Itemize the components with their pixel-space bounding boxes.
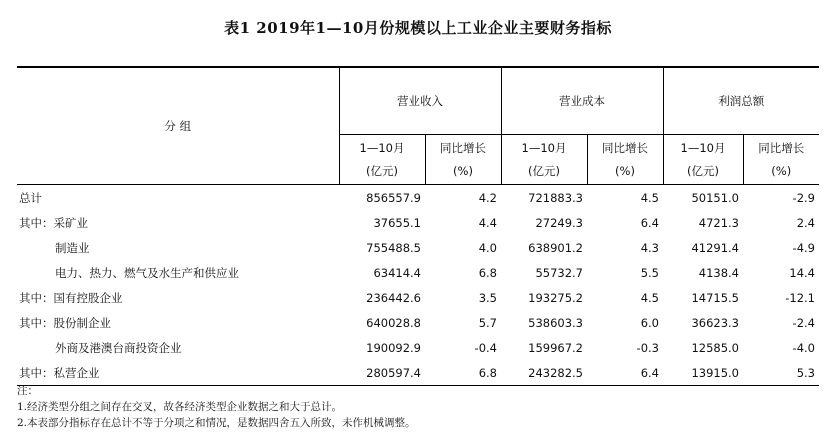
profit-growth: -12.1 <box>785 290 815 305</box>
row-label: 总计 <box>19 190 42 205</box>
table-row <box>17 360 819 386</box>
revenue-value: 856557.9 <box>366 190 421 205</box>
revenue-growth: 6.8 <box>425 360 501 386</box>
table-row <box>17 310 819 335</box>
row-label: 其中：国有控股企业 <box>19 290 123 305</box>
revenue-growth: 3.5 <box>478 290 497 305</box>
cost-growth: 6.4 <box>640 215 659 230</box>
row-label: 电力、热力、燃气及水生产和供应业 <box>55 265 239 280</box>
cost-value: 538603.3 <box>528 315 583 330</box>
revenue-value: 37655.1 <box>373 215 421 230</box>
revenue-value: 236442.6 <box>366 290 421 305</box>
profit-header: 利润总额 <box>663 67 819 135</box>
profit-value: 50151.0 <box>691 190 739 205</box>
profit-period-header: 1—10月 (亿元) <box>663 135 743 185</box>
revenue-growth: 4.2 <box>478 190 497 205</box>
cost-growth: 4.5 <box>640 190 659 205</box>
cost-period-header: 1—10月 (亿元) <box>501 135 587 185</box>
cost-value: 159967.2 <box>528 340 583 355</box>
revenue-growth: 6.8 <box>478 265 497 280</box>
profit-growth: 14.4 <box>789 265 815 280</box>
profit-growth: -4.0 <box>792 340 815 355</box>
revenue-growth: 4.0 <box>478 240 497 255</box>
revenue-value: 190092.9 <box>366 340 421 355</box>
row-label: 外商及港澳台商投资企业 <box>55 340 182 355</box>
note-item: 2.本表部分指标存在总计不等于分项之和情况，是数据四舍五入所致，未作机械调整。 <box>17 417 416 429</box>
profit-growth: 2.4 <box>796 215 815 230</box>
revenue-value: 755488.5 <box>366 240 421 255</box>
cost-value: 243282.5 <box>501 360 587 386</box>
revenue-value: 280597.4 <box>339 360 425 386</box>
table-notes <box>17 383 416 431</box>
cost-value: 721883.3 <box>528 190 583 205</box>
row-label: 其中：采矿业 <box>19 215 88 230</box>
revenue-growth: 4.4 <box>478 215 497 230</box>
cost-value: 27249.3 <box>535 215 583 230</box>
notes-heading: 注： <box>17 385 38 397</box>
table-row <box>17 260 819 285</box>
table-row <box>17 210 819 235</box>
row-label: 制造业 <box>55 240 90 255</box>
profit-value: 41291.4 <box>691 240 739 255</box>
cost-growth: 6.4 <box>587 360 663 386</box>
cost-growth: 4.5 <box>640 290 659 305</box>
revenue-growth: 5.7 <box>478 315 497 330</box>
profit-value: 12585.0 <box>691 340 739 355</box>
revenue-header: 营业收入 <box>339 67 501 135</box>
table-row <box>17 335 819 360</box>
note-item: 1.经济类型分组之间存在交叉，故各经济类型企业数据之和大于总计。 <box>17 401 343 413</box>
profit-growth: -2.9 <box>792 190 815 205</box>
revenue-value: 640028.8 <box>366 315 421 330</box>
profit-value: 14715.5 <box>691 290 739 305</box>
category-header: 分 组 <box>17 67 339 185</box>
profit-value: 13915.0 <box>663 360 743 386</box>
profit-value: 4721.3 <box>698 215 739 230</box>
table-row <box>17 235 819 260</box>
profit-value: 4138.4 <box>698 265 739 280</box>
profit-growth: -4.9 <box>792 240 815 255</box>
profit-value: 36623.3 <box>691 315 739 330</box>
revenue-growth: -0.4 <box>474 340 497 355</box>
cost-value: 638901.2 <box>528 240 583 255</box>
row-label: 其中：私营企业 <box>17 360 339 386</box>
profit-growth: 5.3 <box>743 360 819 386</box>
cost-value: 193275.2 <box>528 290 583 305</box>
revenue-period-header: 1—10月 (亿元) <box>339 135 425 185</box>
revenue-value: 63414.4 <box>373 265 421 280</box>
cost-growth: 5.5 <box>640 265 659 280</box>
financial-indicators-table <box>17 66 819 386</box>
cost-growth: 6.0 <box>640 315 659 330</box>
table-row <box>17 185 819 211</box>
profit-growth-header: 同比增长 (%) <box>743 135 819 185</box>
cost-growth: 4.3 <box>640 240 659 255</box>
cost-growth-header: 同比增长 (%) <box>587 135 663 185</box>
profit-growth: -2.4 <box>792 315 815 330</box>
revenue-growth-header: 同比增长 (%) <box>425 135 501 185</box>
table-title: 表1 2019年1—10月份规模以上工业企业主要财务指标 <box>224 19 612 37</box>
row-label: 其中：股份制企业 <box>19 315 111 330</box>
cost-growth: -0.3 <box>636 340 659 355</box>
cost-header: 营业成本 <box>501 67 663 135</box>
table-row <box>17 285 819 310</box>
cost-value: 55732.7 <box>535 265 583 280</box>
